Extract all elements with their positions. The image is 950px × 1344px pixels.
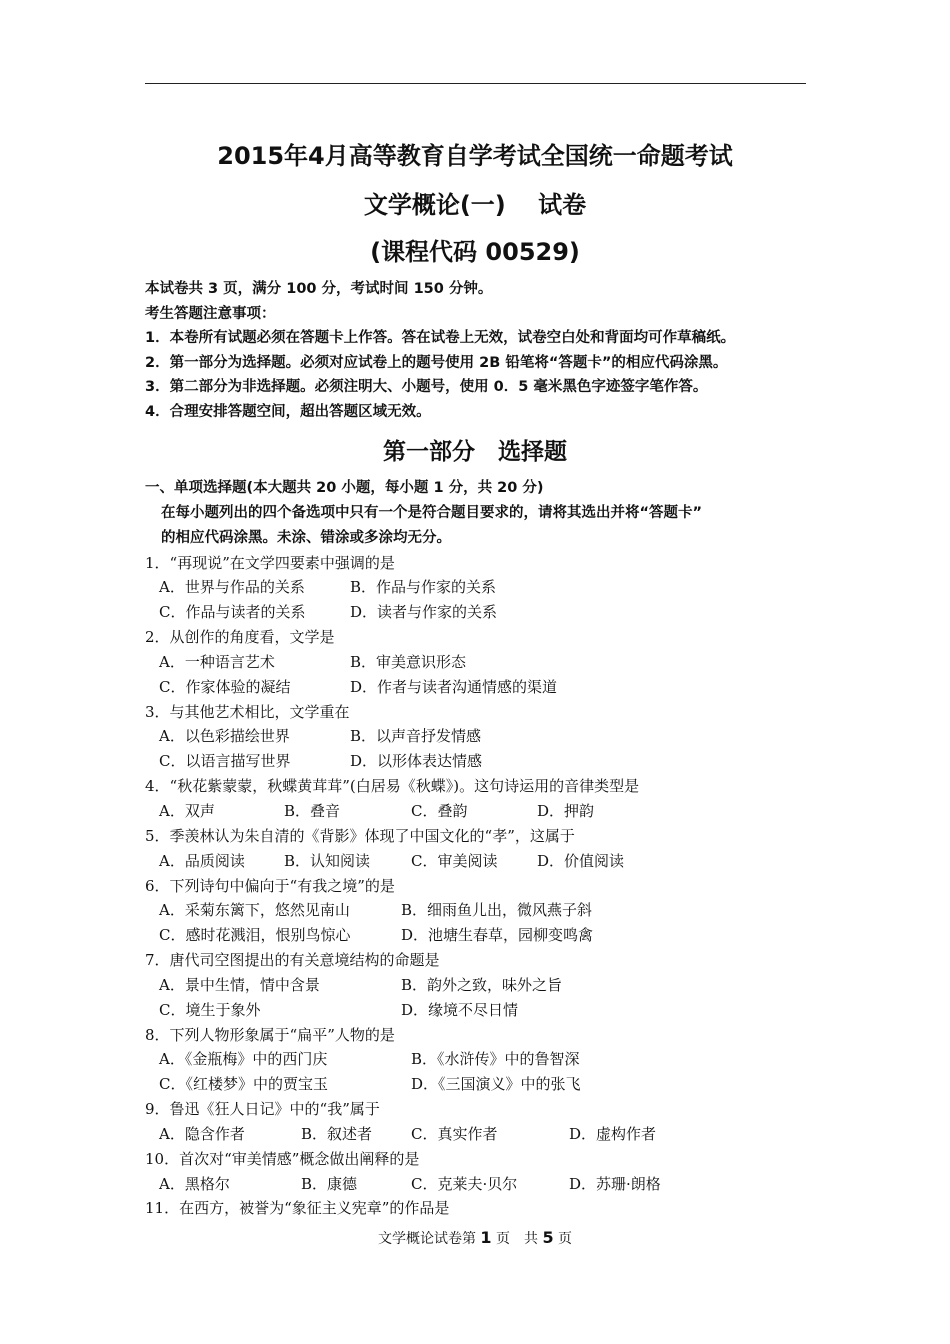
option-d: D．池塘生春草，园柳变鸣禽 bbox=[401, 926, 594, 945]
option-c: C．克莱夫·贝尔 bbox=[411, 1174, 518, 1193]
question-stem: 6．下列诗句中偏向于“有我之境”的是 bbox=[145, 876, 395, 895]
option-c: C．审美阅读 bbox=[411, 851, 498, 870]
option-c: C．境生于象外 bbox=[159, 1000, 261, 1019]
part-title: 第一部分 选择题 bbox=[383, 439, 567, 465]
option-a: A．品质阅读 bbox=[159, 851, 245, 870]
question-stem: 3．与其他艺术相比，文学重在 bbox=[145, 702, 350, 721]
exam-title: 2015年4月高等教育自学考试全国统一命题考试 bbox=[217, 142, 733, 170]
option-b: B．康德 bbox=[301, 1174, 358, 1193]
note-line: 1．本卷所有试题必须在答题卡上作答。答在试卷上无效，试卷空白处和背面均可作草稿纸。 bbox=[145, 330, 736, 347]
option-d: D．作者与读者沟通情感的渠道 bbox=[350, 677, 558, 696]
question-stem: 7．唐代司空图提出的有关意境结构的命题是 bbox=[145, 951, 440, 970]
option-c: C．作家体验的凝结 bbox=[159, 677, 291, 696]
option-b: B．以声音抒发情感 bbox=[350, 727, 482, 746]
question-stem: 10．首次对“审美情感”概念做出阐释的是 bbox=[145, 1149, 420, 1168]
question-stem: 8．下列人物形象属于“扁平”人物的是 bbox=[145, 1025, 395, 1044]
option-a: A．黑格尔 bbox=[159, 1174, 230, 1193]
section-instructions: 的相应代码涂黑。未涂、错涂或多涂均无分。 bbox=[161, 529, 451, 546]
option-b: B．叙述者 bbox=[301, 1124, 373, 1143]
question-stem: 2．从创作的角度看，文学是 bbox=[145, 628, 335, 647]
page-footer bbox=[0, 1228, 950, 1248]
course-code: (课程代码 00529) bbox=[370, 238, 580, 266]
option-b: B．认知阅读 bbox=[284, 851, 371, 870]
question-stem: 4．“秋花紫蒙蒙，秋蝶黄茸茸”(白居易《秋蝶》)。这句诗运用的音律类型是 bbox=[145, 777, 640, 796]
footer-page-number: 1 bbox=[480, 1228, 492, 1247]
option-d: D．读者与作家的关系 bbox=[350, 603, 498, 622]
section-heading: 一、单项选择题(本大题共 20 小题，每小题 1 分，共 20 分) bbox=[145, 480, 544, 496]
option-b: B．叠音 bbox=[284, 801, 341, 820]
exam-notes bbox=[145, 277, 825, 425]
option-d: D．《三国演义》中的张飞 bbox=[411, 1075, 581, 1094]
question-list bbox=[145, 476, 825, 1221]
footer-suffix: 页 bbox=[558, 1231, 573, 1247]
note-line: 2．第一部分为选择题。必须对应试卷上的题号使用 2B 铅笔将“答题卡”的相应代码涂黑。 bbox=[145, 354, 728, 371]
note-line: 本试卷共 3 页，满分 100 分，考试时间 150 分钟。 bbox=[145, 281, 493, 297]
option-a: A．一种语言艺术 bbox=[159, 652, 275, 671]
option-a: A．以色彩描绘世界 bbox=[159, 727, 290, 746]
question-stem: 9．鲁迅《狂人日记》中的“我”属于 bbox=[145, 1100, 380, 1119]
option-a: A．隐含作者 bbox=[159, 1124, 245, 1143]
option-b: B．韵外之致，味外之旨 bbox=[401, 975, 563, 994]
option-d: D．虚构作者 bbox=[569, 1124, 657, 1143]
option-c: C．叠韵 bbox=[411, 801, 468, 820]
option-a: A．世界与作品的关系 bbox=[159, 578, 305, 597]
option-d: D．缘境不尽日情 bbox=[401, 1000, 519, 1019]
option-a: A．双声 bbox=[159, 801, 215, 820]
question-stem: 5．季羡林认为朱自清的《背影》体现了中国文化的“孝”，这属于 bbox=[145, 826, 575, 845]
note-line: 3．第二部分为非选择题。必须注明大、小题号，使用 0．5 毫米黑色字迹签字笔作答。 bbox=[145, 379, 708, 396]
option-d: D．押韵 bbox=[537, 801, 595, 820]
option-c: C．以语言描写世界 bbox=[159, 752, 291, 771]
option-a: A．采菊东篱下，悠然见南山 bbox=[159, 901, 350, 920]
option-c: C．作品与读者的关系 bbox=[159, 603, 306, 622]
question-stem: 11．在西方，被誉为“象征主义宪章”的作品是 bbox=[145, 1199, 450, 1218]
note-line: 考生答题注意事项： bbox=[145, 305, 276, 322]
option-d: D．以形体表达情感 bbox=[350, 752, 483, 771]
option-a: A．《金瓶梅》中的西门庆 bbox=[159, 1050, 328, 1069]
note-line: 4．合理安排答题空间，超出答题区域无效。 bbox=[145, 403, 431, 420]
option-a: A．景中生情，情中含景 bbox=[159, 975, 320, 994]
footer-mid: 页 共 bbox=[496, 1231, 538, 1247]
section-instructions: 在每小题列出的四个备选项中只有一个是符合题目要求的，请将其选出并将“答题卡” bbox=[161, 504, 703, 521]
option-c: C．《红楼梦》中的贾宝玉 bbox=[159, 1075, 328, 1094]
question-stem: 1．“再现说”在文学四要素中强调的是 bbox=[145, 553, 395, 572]
option-c: C．真实作者 bbox=[411, 1124, 498, 1143]
option-d: D．价值阅读 bbox=[537, 851, 625, 870]
option-c: C．感时花溅泪，恨别鸟惊心 bbox=[159, 926, 351, 945]
option-b: B．细雨鱼儿出，微风燕子斜 bbox=[401, 901, 593, 920]
option-b: B．作品与作家的关系 bbox=[350, 578, 497, 597]
option-b: B．《水浒传》中的鲁智深 bbox=[411, 1050, 580, 1069]
option-d: D．苏珊·朗格 bbox=[569, 1174, 661, 1193]
option-b: B．审美意识形态 bbox=[350, 652, 467, 671]
footer-prefix: 文学概论试卷第 bbox=[377, 1231, 476, 1247]
footer-total-pages: 5 bbox=[542, 1228, 554, 1247]
subject-title: 文学概论(一) 试卷 bbox=[363, 191, 587, 219]
header-rule bbox=[145, 83, 806, 84]
